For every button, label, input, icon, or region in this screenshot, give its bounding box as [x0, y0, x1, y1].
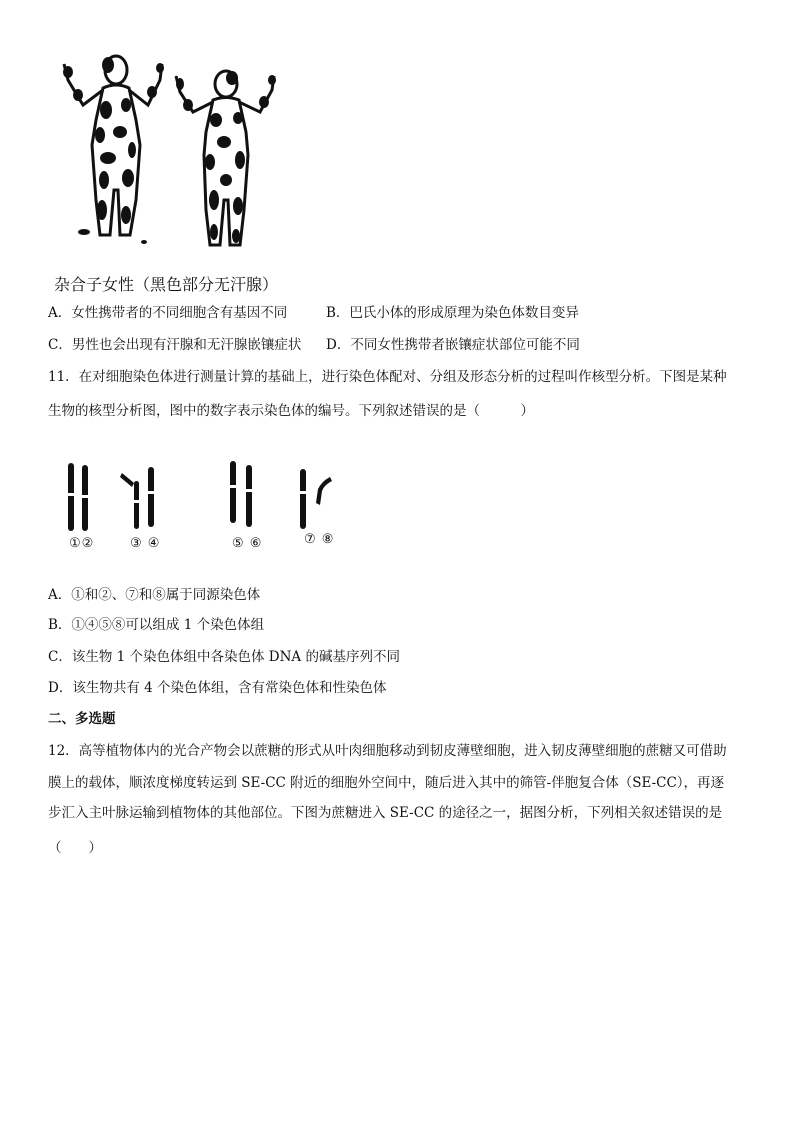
chromosome-label-1-2: ①②: [69, 536, 95, 551]
q11-option-d: D．该生物共有 4 个染色体组，含有常染色体和性染色体: [48, 680, 387, 696]
q10-option-a: A．女性携带者的不同细胞含有基因不同: [48, 305, 288, 321]
q10-option-b: B．巴氏小体的形成原理为染色体数目变异: [326, 305, 579, 321]
q12-line2: 膜上的载体，顺浓度梯度转运到 SE-CC 附近的细胞外空间中，随后进入其中的筛管-伴胞复合体（SE-CC），再逐: [48, 775, 725, 791]
chromosome-label-3-4: ③ ④: [130, 536, 161, 551]
chromosome-3: [134, 481, 139, 529]
chromosome-7: [300, 469, 306, 529]
q12-line3: 步汇入主叶脉运输到植物体的其他部位。下图为蔗糖进入 SE-CC 的途径之一，据图分析，下列相关叙述错误的是: [48, 805, 723, 821]
figure-caption: 杂合子女性（黑色部分无汗腺）: [54, 275, 279, 294]
q11-stem-line2: 生物的核型分析图，图中的数字表示染色体的编号。下列叙述错误的是（ ）: [48, 403, 534, 419]
chromosome-label-7-8: ⑦ ⑧: [304, 532, 335, 547]
q12-line1: 12．高等植物体内的光合产物会以蔗糖的形式从叶肉细胞移动到韧皮薄壁细胞，进入韧皮薄壁细胞的蔗糖又可借助: [48, 743, 727, 759]
q11-option-b: B．①④⑤⑧可以组成 1 个染色体组: [48, 617, 265, 633]
mosaic-figure: [48, 50, 288, 255]
q11-option-c: C．该生物 1 个染色体组中各染色体 DNA 的碱基序列不同: [48, 649, 400, 665]
chromosome-3-arm: [120, 473, 134, 487]
chromosome-label-5-6: ⑤ ⑥: [232, 536, 263, 551]
chromosome-5: [230, 461, 236, 523]
q11-stem-line1: 11．在对细胞染色体进行测量计算的基础上，进行染色体配对、分组及形态分析的过程叫作核型分析。下图是某种: [48, 369, 727, 385]
q12-line4: （ ）: [48, 840, 102, 856]
chromosome-8: [316, 477, 332, 505]
q11-option-a: A．①和②、⑦和⑧属于同源染色体: [48, 587, 261, 603]
chromosome-4: [148, 467, 154, 527]
karyotype-figure: [60, 455, 350, 540]
right-silhouette: [176, 71, 274, 245]
q10-option-d: D．不同女性携带者嵌镶症状部位可能不同: [326, 337, 580, 353]
chromosome-1: [68, 463, 74, 531]
left-silhouette: [64, 56, 162, 235]
section-heading: 二、多选题: [48, 711, 116, 727]
chromosome-6: [246, 465, 252, 527]
q10-option-c: C．男性也会出现有汗腺和无汗腺嵌镶症状: [48, 337, 302, 353]
